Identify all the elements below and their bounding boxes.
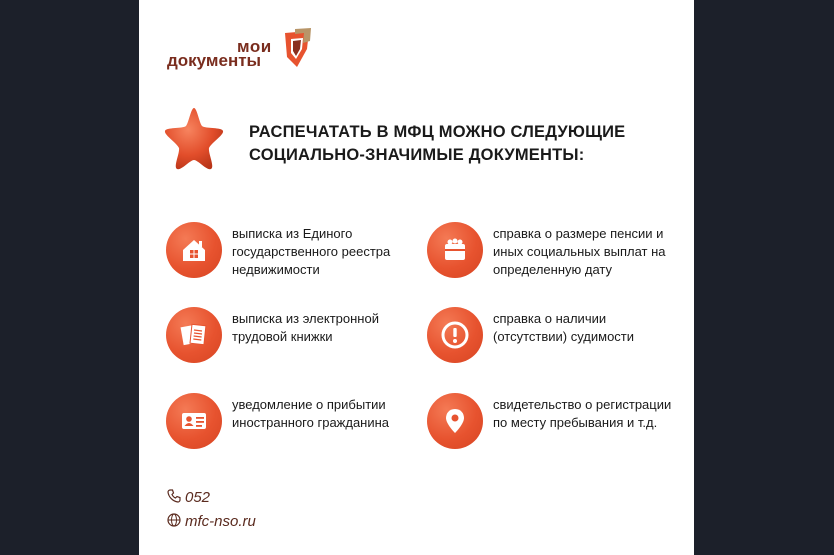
item-text <box>493 225 694 279</box>
item-text <box>232 310 442 346</box>
item-line: по месту пребывания и т.д. <box>493 415 658 430</box>
item-line: выписка из электронной <box>232 311 379 326</box>
website-link: mfc-nso.ru <box>185 513 256 530</box>
item-text <box>493 396 694 432</box>
star-icon <box>159 104 229 174</box>
wallet-icon <box>427 222 483 278</box>
logo-text-bottom: документы <box>167 51 262 70</box>
website-contact[interactable] <box>167 513 256 531</box>
document-stack-icon <box>166 307 222 363</box>
item-line: справка о размере пенсии и <box>493 226 664 241</box>
logo-mark-icon <box>281 27 315 69</box>
title-line-2: СОЦИАЛЬНО-ЗНАЧИМЫЕ ДОКУМЕНТЫ: <box>249 146 585 164</box>
item-line: иностранного гражданина <box>232 415 390 430</box>
item-line: государственного реестра <box>232 244 391 259</box>
phone-number: 052 <box>185 489 211 506</box>
item-text <box>232 396 442 432</box>
logo-text-top: мои <box>237 37 272 56</box>
item-line: справка о наличии <box>493 311 607 326</box>
item-line: свидетельство о регистрации <box>493 397 672 412</box>
item-line: недвижимости <box>232 262 320 277</box>
page-title <box>249 121 669 167</box>
title-line-1: РАСПЕЧАТАТЬ В МФЦ МОЖНО СЛЕДУЮЩИЕ <box>249 123 626 141</box>
item-line: определенную дату <box>493 262 612 277</box>
id-card-icon <box>166 393 222 449</box>
item-text <box>493 310 694 346</box>
globe-icon <box>167 513 181 531</box>
info-card <box>139 0 694 555</box>
item-line: трудовой книжки <box>232 329 333 344</box>
item-line: иных социальных выплат на <box>493 244 666 259</box>
item-line: уведомление о прибытии <box>232 397 386 412</box>
item-text <box>232 225 442 279</box>
logo <box>167 27 317 72</box>
house-icon <box>166 222 222 278</box>
location-pin-icon <box>427 393 483 449</box>
exclamation-icon <box>427 307 483 363</box>
phone-contact[interactable] <box>167 489 210 507</box>
item-line: выписка из Единого <box>232 226 353 241</box>
phone-icon <box>167 489 181 507</box>
item-line: (отсутствии) судимости <box>493 329 635 344</box>
